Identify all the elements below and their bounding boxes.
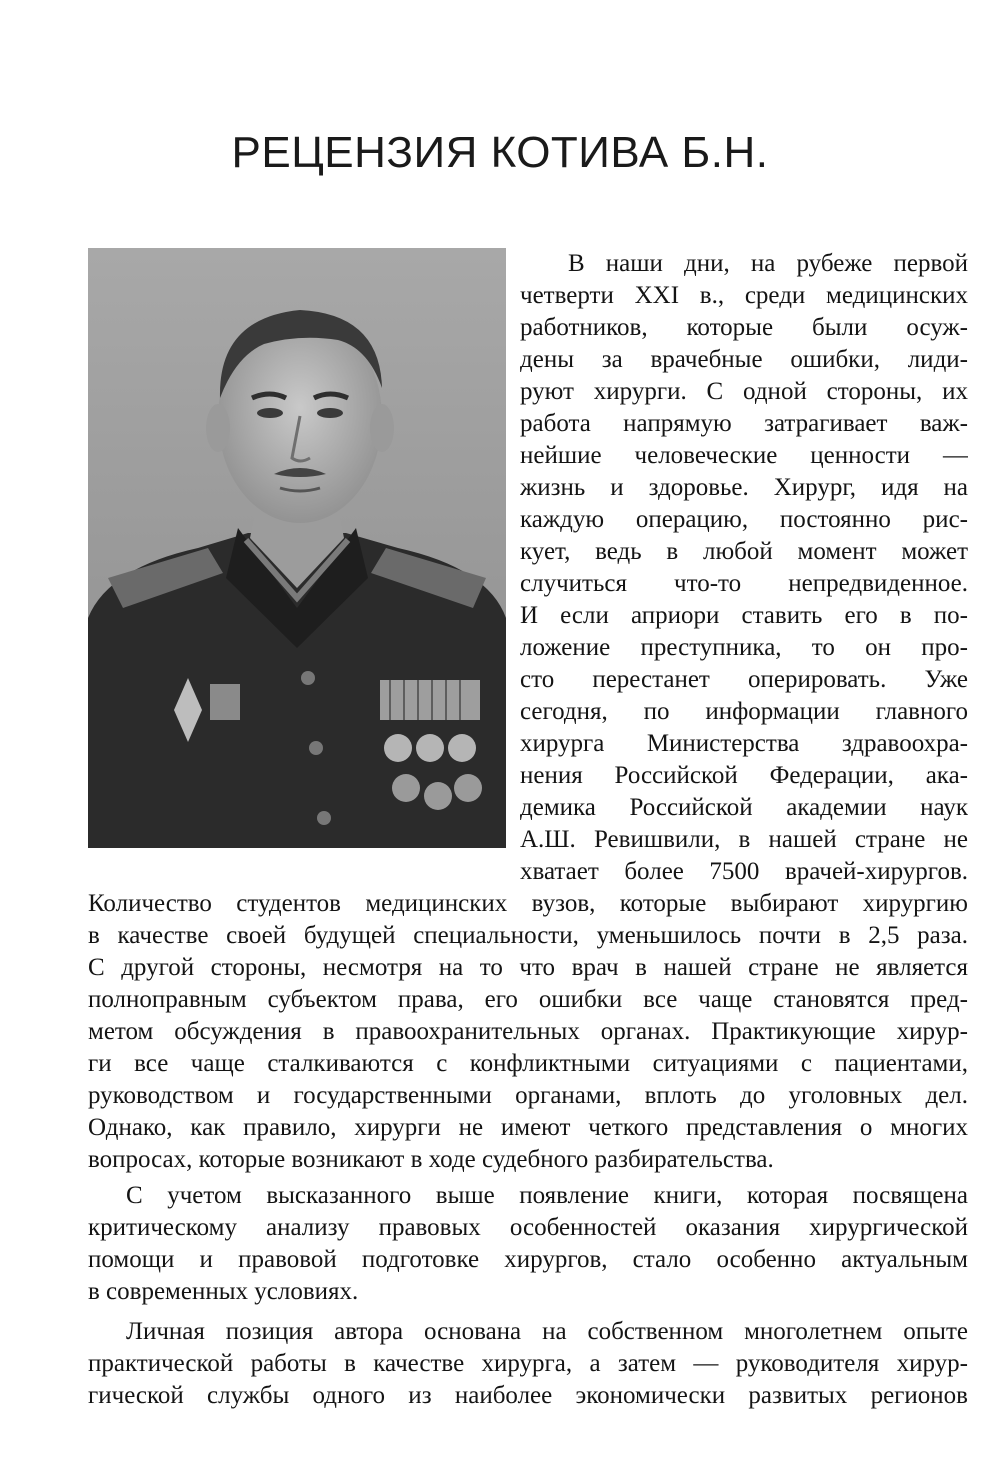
text-line: критическому анализу правовых особенностей оказания хирургической	[88, 1214, 968, 1241]
text-line: руководством и государственными органами, вплоть до уголовных дел.	[88, 1082, 968, 1109]
page-title: РЕЦЕНЗИЯ КОТИВА Б.Н.	[231, 128, 769, 177]
text-line: С учетом высказанного выше появление книги, которая посвящена	[126, 1182, 968, 1209]
text-line: каждую операцию, постоянно рис-	[520, 506, 968, 533]
text-line: дены за врачебные ошибки, лиди-	[520, 346, 968, 373]
text-line: демика Российской академии наук	[520, 794, 968, 821]
text-line: полноправным субъектом права, его ошибки все чаще становятся пред-	[88, 986, 968, 1013]
text-line: сто перестанет оперировать. Уже	[520, 666, 968, 693]
portrait-photo-image	[88, 248, 506, 848]
text-line: метом обсуждения в правоохранительных органах. Практикующие хирур-	[88, 1018, 968, 1045]
text-line: Однако, как правило, хирурги не имеют четкого представления о многих	[88, 1114, 968, 1141]
text-line: гической службы одного из наиболее экономически развитых регионов	[88, 1382, 968, 1409]
text-line: руют хирурги. С одной стороны, их	[520, 378, 968, 405]
text-line: помощи и правовой подготовке хирургов, стало особенно актуальным	[88, 1246, 968, 1273]
text-line: работников, которые были осуж-	[520, 314, 968, 341]
text-line: нейшие человеческие ценности —	[520, 442, 968, 469]
text-line: хватает более 7500 врачей-хирургов.	[520, 858, 968, 885]
text-line: работа напрямую затрагивает важ-	[520, 410, 968, 437]
text-line: С другой стороны, несмотря на то что врач в нашей стране не является	[88, 954, 968, 981]
text-line: практической работы в качестве хирурга, а затем — руководителя хирур-	[88, 1350, 968, 1377]
text-line: жизнь и здоровье. Хирург, идя на	[520, 474, 968, 501]
text-line: кует, ведь в любой момент может	[520, 538, 968, 565]
text-line: ложение преступника, то он про-	[520, 634, 968, 661]
text-line: в современных условиях.	[88, 1278, 359, 1305]
text-line: четверти XXI в., среди медицинских	[520, 282, 968, 309]
text-line: в качестве своей будущей специальности, уменьшилось почти в 2,5 раза.	[88, 922, 968, 949]
text-line: А.Ш. Ревишвили, в нашей стране не	[520, 826, 968, 853]
portrait-photo	[88, 248, 506, 848]
text-line: Количество студентов медицинских вузов, которые выбирают хирургию	[88, 890, 968, 917]
text-line: сегодня, по информации главного	[520, 698, 968, 725]
text-line: В наши дни, на рубеже первой	[568, 250, 968, 277]
text-line: Личная позиция автора основана на собственном многолетнем опыте	[126, 1318, 968, 1345]
text-line: ги все чаще сталкиваются с конфликтными ситуациями с пациентами,	[88, 1050, 968, 1077]
text-line: вопросах, которые возникают в ходе судебного разбирательства.	[88, 1146, 774, 1173]
text-line: хирурга Министерства здравоохра-	[520, 730, 968, 757]
text-line: И если априори ставить его в по-	[520, 602, 968, 629]
text-line: случиться что-то непредвиденное.	[520, 570, 968, 597]
text-line: нения Российской Федерации, ака-	[520, 762, 968, 789]
